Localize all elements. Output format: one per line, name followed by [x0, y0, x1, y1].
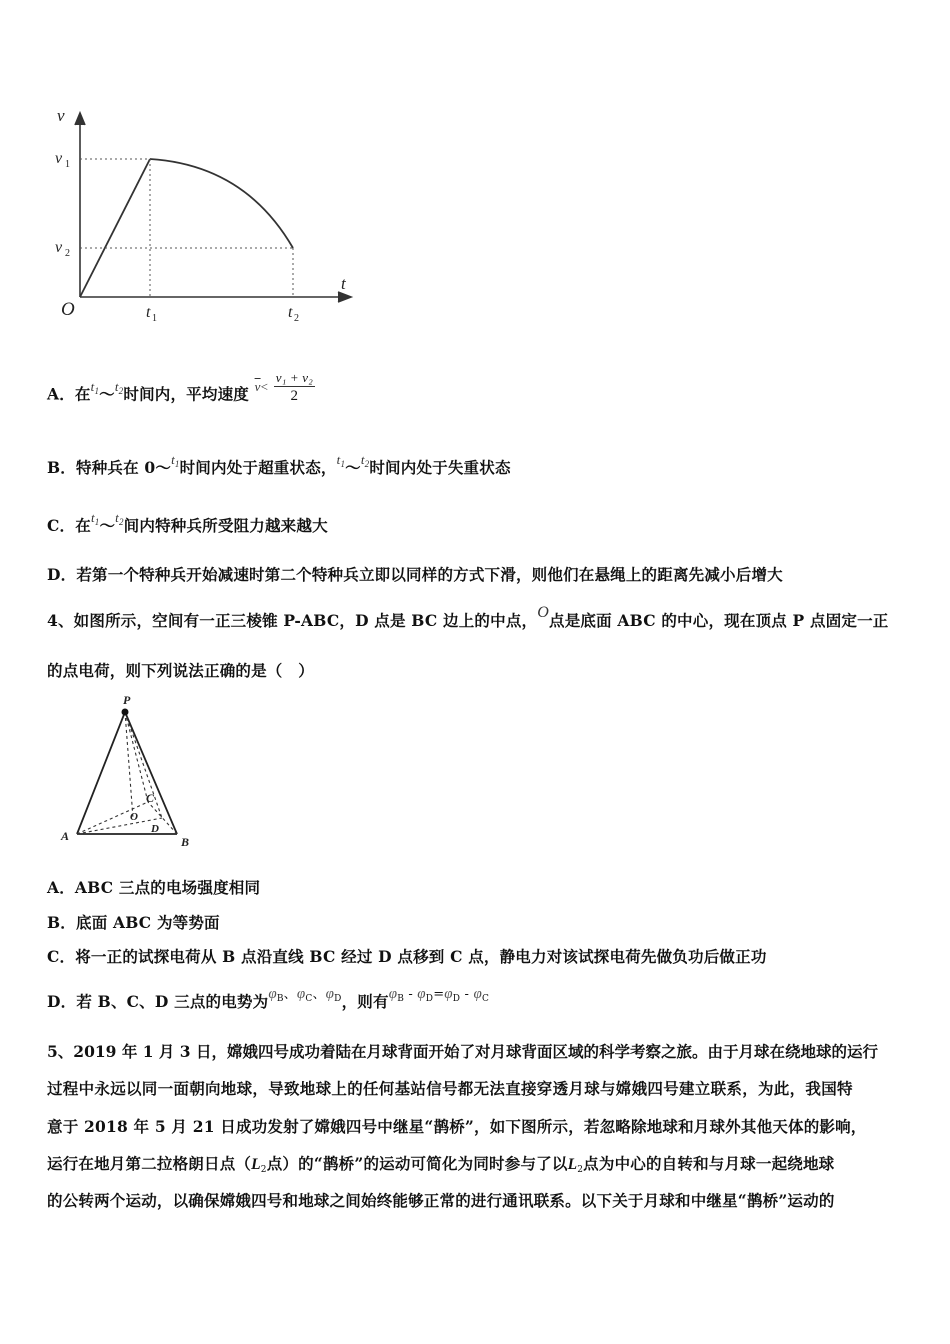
equals-sign: =	[433, 987, 445, 1002]
q5-line2: 过程中永远以同一面朝向地球，导致地球上的任何基站信号都无法直接穿透月球与嫦娥四号建立联系，为此，我国特	[47, 1079, 853, 1098]
velocity-time-graph	[45, 95, 375, 325]
phi-sub-c: C	[481, 994, 490, 1004]
q3-option-a	[47, 370, 315, 413]
v2-subscript: 2	[65, 248, 70, 259]
q4-option-d	[47, 986, 490, 1012]
t2-symbol: t	[360, 452, 365, 467]
decel-curve	[150, 159, 293, 248]
q4-option-a: A．ABC 三点的电场强度相同	[47, 878, 261, 897]
midpoint-d-label: D	[151, 823, 159, 835]
center-o-label: O	[130, 811, 138, 823]
t1-symbol: t	[90, 378, 95, 394]
l2-symbol: L	[567, 1156, 578, 1173]
q4-stem-line2: 的点电荷，则下列说法正确的是（ ）	[47, 661, 314, 680]
t1-sub: 1	[340, 459, 346, 469]
center-o-symbol: O	[537, 604, 549, 621]
t1-symbol: t	[336, 452, 341, 467]
option-b-prefix: B．特种兵在 0～	[47, 458, 172, 477]
q3-option-b	[47, 452, 511, 478]
option-a-text: 时间内，平均速度	[123, 384, 249, 404]
t2-symbol: t	[114, 378, 119, 394]
minus-sign: -	[404, 987, 418, 1002]
q5-line4-a: 运行在地月第二拉格朗日点（	[47, 1154, 252, 1173]
pyramid-figure	[50, 692, 210, 852]
q5-line4-c: 点为中心的自转和与月球一起绕地球	[583, 1154, 835, 1173]
axis-v-label: v	[57, 106, 65, 125]
t1-sub: 1	[174, 459, 180, 469]
t2-sub: 2	[118, 385, 124, 396]
minus-sign: -	[460, 987, 474, 1002]
vertex-p-label: P	[123, 693, 131, 707]
phi-sub-b: B	[276, 994, 284, 1004]
phi-symbol: φ	[268, 986, 277, 1002]
vertex-b-label: B	[181, 835, 190, 849]
option-a-prefix: A．在	[47, 384, 91, 404]
fraction	[274, 370, 315, 405]
t1-label: t	[146, 304, 151, 321]
t1-symbol: t	[90, 510, 95, 525]
q5-line1: 5、2019 年 1 月 3 日，嫦娥四号成功着陆在月球背面开始了对月球背面区域的科学考察之旅。由于月球在绕地球的运行	[47, 1042, 878, 1061]
t2-subscript: 2	[294, 313, 299, 324]
option-d-then: ，则有	[341, 992, 389, 1011]
q4-stem-line1	[47, 604, 889, 631]
tilde: ～	[99, 384, 115, 404]
l2-symbol: L	[251, 1156, 261, 1173]
q4-stem-b: 点是底面 ABC 的中心，现在顶点 P 点固定一正	[549, 611, 889, 630]
fraction-denominator: 2	[290, 388, 299, 404]
t1-symbol: t	[171, 452, 175, 467]
tilde: ～	[99, 516, 116, 535]
phi-symbol: φ	[325, 986, 335, 1002]
phi-sub-d: D	[334, 994, 342, 1004]
option-c-prefix: C．在	[47, 516, 91, 535]
segment-pd	[125, 712, 162, 818]
phi-symbol: φ	[417, 986, 426, 1002]
fraction-numerator: v₁ + v₂	[275, 370, 313, 385]
phi-sub-b: B	[397, 994, 405, 1004]
t2-sub: 2	[118, 517, 124, 527]
q4-stem-a: 4、如图所示，空间有一正三棱锥 P-ABC，D 点是 BC 边上的中点，	[47, 611, 538, 630]
t2-symbol: t	[115, 510, 119, 525]
segment-ad	[77, 818, 162, 834]
t-axis-arrow	[338, 292, 351, 302]
vertex-a-label: A	[61, 829, 70, 843]
option-b-text2: 时间内处于失重状态	[369, 458, 511, 477]
axis-t-label: t	[341, 274, 346, 293]
option-b-text1: 时间内处于超重状态，	[179, 458, 337, 477]
tilde: ～	[345, 458, 361, 477]
phi-sub-c: C	[305, 994, 313, 1004]
phi-symbol: φ	[296, 986, 306, 1002]
separator: 、	[283, 987, 297, 1002]
less-than: <	[260, 378, 269, 394]
q3-option-c	[47, 510, 328, 536]
phi-sub-d: D	[425, 994, 434, 1004]
q5-line5: 的公转两个运动，以确保嫦娥四号和地球之间始终能够正常的进行通讯联系。以下关于月球和中继星“鹊桥”运动的	[47, 1191, 835, 1210]
option-c-text: 间内特种兵所受阻力越来越大	[123, 516, 328, 535]
average-velocity-symbol: v	[254, 378, 261, 394]
t2-label: t	[288, 304, 293, 321]
t1-subscript: 1	[152, 313, 157, 324]
v-axis-arrow	[75, 113, 85, 125]
l2-subscript: 2	[577, 1165, 584, 1175]
v1-label: v	[55, 150, 63, 167]
q5-line3: 意于 2018 年 5 月 21 日成功发射了嫦娥四号中继星“鹊桥”，如下图所示，若忽略除地球和月球外其他天体的影响，	[47, 1117, 867, 1136]
q4-option-c: C．将一正的试探电荷从 B 点沿直线 BC 经过 D 点移到 C 点，静电力对该试探电荷先做负功后做正功	[47, 947, 767, 966]
q4-option-b: B．底面 ABC 为等势面	[47, 913, 220, 932]
option-d-prefix: D．若 B、C、D 三点的电势为	[47, 992, 269, 1011]
v1-subscript: 1	[65, 159, 70, 170]
q3-option-d: D．若第一个特种兵开始减速时第二个特种兵立即以同样的方式下滑，则他们在悬绳上的距离先减小后增大	[47, 565, 783, 584]
v2-label: v	[55, 239, 63, 256]
q5-line4-b: 点）的“鹊桥”的运动可简化为同时参与了以	[266, 1154, 568, 1173]
phi-symbol: φ	[388, 986, 398, 1002]
accel-line	[80, 159, 150, 297]
separator: 、	[312, 987, 326, 1002]
apex-point	[122, 709, 129, 716]
origin-label: O	[61, 299, 75, 320]
vertex-c-label: C	[146, 791, 155, 805]
t1-sub: 1	[94, 517, 100, 527]
phi-symbol: φ	[473, 986, 482, 1002]
phi-sub-d: D	[452, 994, 461, 1004]
t1-sub: 1	[94, 385, 100, 396]
t2-sub: 2	[364, 459, 370, 469]
l2-subscript: 2	[260, 1165, 267, 1175]
q5-line4	[47, 1152, 834, 1174]
phi-symbol: φ	[444, 986, 453, 1002]
